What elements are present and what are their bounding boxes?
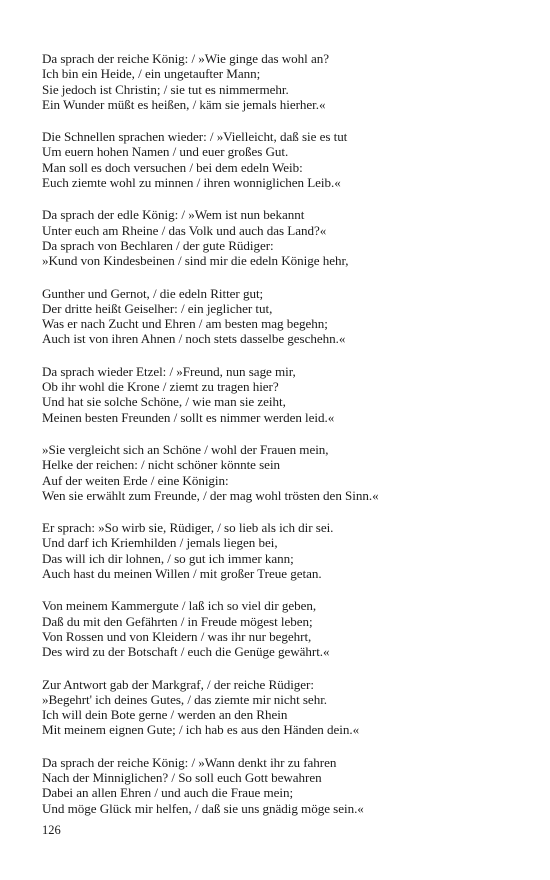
verse-line: Da sprach von Bechlaren / der gute Rüdiger:: [42, 237, 274, 253]
verse-line: Da sprach wieder Etzel: / »Freund, nun sage mir,: [42, 363, 296, 379]
verse-line: Meinen besten Freunden / sollt es nimmer werden leid.«: [42, 409, 335, 425]
stanza-7: [42, 520, 512, 581]
verse-line: Sie jedoch ist Christin; / sie tut es nimmermehr.: [42, 81, 289, 97]
stanza-1: [42, 51, 512, 112]
verse-line: Unter euch am Rheine / das Volk und auch das Land?«: [42, 222, 327, 238]
verse-line: Daß du mit den Gefährten / in Freude mögest leben;: [42, 613, 313, 629]
stanza-3: [42, 207, 512, 268]
verse-line: Da sprach der edle König: / »Wem ist nun bekannt: [42, 207, 305, 223]
verse-line: Was er nach Zucht und Ehren / am besten mag begehn;: [42, 316, 328, 332]
verse-line: Wen sie erwählt zum Freunde, / der mag wohl trösten den Sinn.«: [42, 487, 379, 503]
verse-line: Um euern hohen Namen / und euer großes Gut.: [42, 144, 289, 160]
verse-line: Und hat sie solche Schöne, / wie man sie zeiht,: [42, 394, 286, 410]
verse-line: Und darf ich Kriemhilden / jemals liegen bei,: [42, 535, 278, 551]
verse-line: Da sprach der reiche König: / »Wann denkt ihr zu fahren: [42, 754, 337, 770]
poem-text: [42, 51, 512, 833]
verse-line: Die Schnellen sprachen wieder: / »Vielleicht, daß sie es tut: [42, 129, 348, 145]
verse-line: Auch ist von ihren Ahnen / noch stets dasselbe geschehn.«: [42, 331, 346, 347]
verse-line: »Begehrt' ich deines Gutes, / das ziemte mir nicht sehr.: [42, 691, 328, 707]
verse-line: Man soll es doch versuchen / bei dem edeln Weib:: [42, 159, 303, 175]
verse-line: Er sprach: »So wirb sie, Rüdiger, / so lieb als ich dir sei.: [42, 520, 334, 536]
verse-line: Ob ihr wohl die Krone / ziemt zu tragen hier?: [42, 379, 279, 395]
verse-line: Ich bin ein Heide, / ein ungetaufter Mann;: [42, 66, 261, 82]
stanza-8: [42, 598, 512, 659]
verse-line: Auf der weiten Erde / eine Königin:: [42, 472, 229, 488]
verse-line: Von meinem Kammergute / laß ich so viel dir geben,: [42, 598, 317, 614]
verse-line: Ein Wunder müßt es heißen, / käm sie jemals hierher.«: [42, 96, 326, 112]
verse-line: Euch ziemte wohl zu minnen / ihren wonniglichen Leib.«: [42, 175, 341, 191]
verse-line: Zur Antwort gab der Markgraf, / der reiche Rüdiger:: [42, 676, 314, 692]
verse-line: Da sprach der reiche König: / »Wie ginge das wohl an?: [42, 51, 329, 66]
stanza-2: [42, 129, 512, 190]
verse-line: Des wird zu der Botschaft / euch die Genüge gewährt.«: [42, 644, 330, 660]
verse-line: Von Rossen und von Kleidern / was ihr nur begehrt,: [42, 628, 312, 644]
verse-line: »Kund von Kindesbeinen / sind mir die edeln Könige hehr,: [42, 253, 349, 269]
verse-line: Und möge Glück mir helfen, / daß sie uns gnädig möge sein.«: [42, 800, 364, 816]
verse-line: Gunther und Gernot, / die edeln Ritter gut;: [42, 285, 264, 301]
verse-line: Der dritte heißt Geiselher: / ein jeglicher tut,: [42, 300, 273, 316]
verse-line: Nach der Minniglichen? / So soll euch Gott bewahren: [42, 769, 322, 785]
stanza-9: [42, 677, 512, 738]
page-number: 126: [42, 823, 61, 837]
stanza-4: [42, 286, 512, 347]
stanza-6: [42, 442, 512, 503]
verse-line: Helke der reichen: / nicht schöner könnte sein: [42, 457, 281, 473]
verse-line: Mit meinem eignen Gute; / ich hab es aus den Händen dein.«: [42, 722, 360, 738]
verse-line: Dabei an allen Ehren / und auch die Fraue mein;: [42, 785, 294, 801]
verse-line: Das will ich dir lohnen, / so gut ich immer kann;: [42, 550, 294, 566]
verse-line: Auch hast du meinen Willen / mit großer Treue getan.: [42, 566, 322, 582]
stanza-10: [42, 755, 512, 816]
verse-line: Ich will dein Bote gerne / werden an den Rhein: [42, 707, 288, 723]
stanza-5: [42, 364, 512, 425]
verse-line: »Sie vergleicht sich an Schöne / wohl der Frauen mein,: [42, 441, 329, 457]
